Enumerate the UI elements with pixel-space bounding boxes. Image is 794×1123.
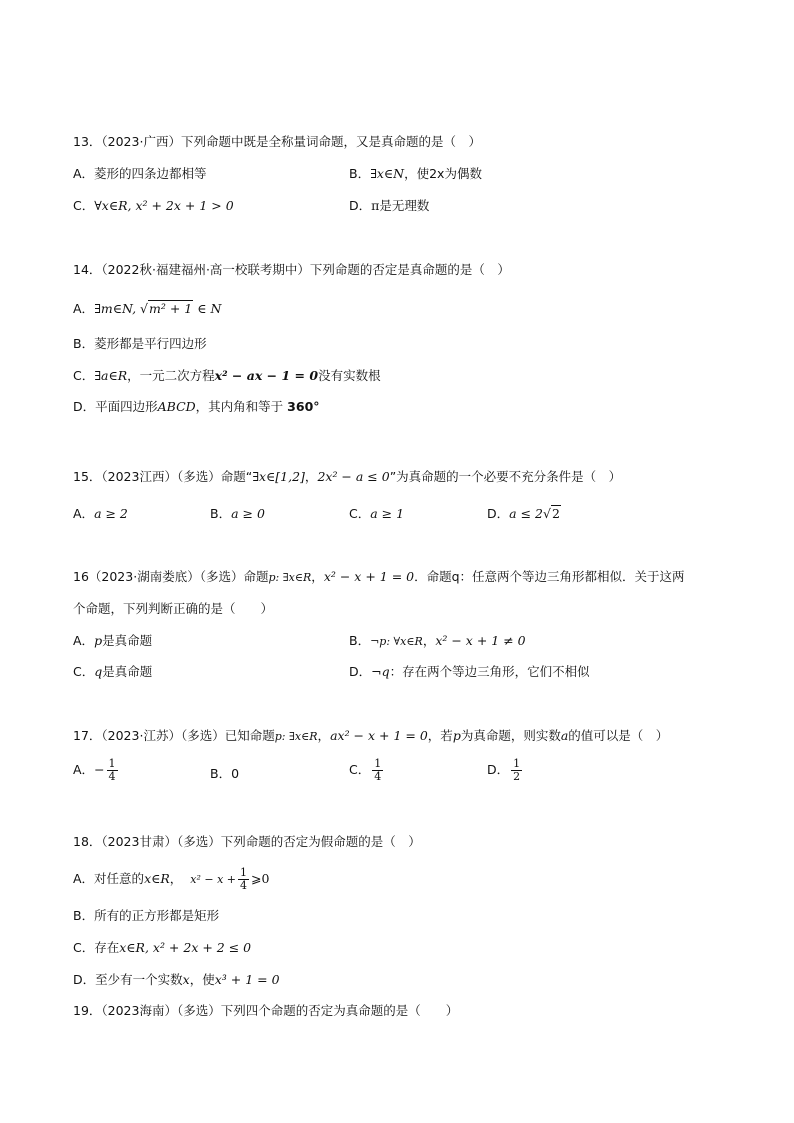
q15-option-d: D．a ≤ 2√2 xyxy=(487,506,560,521)
q16-stem-line2: 个命题，下列判断正确的是（ ） xyxy=(73,601,274,616)
q14-option-c: C．∃a∈R，一元二次方程x² − ax − 1 = 0没有实数根 xyxy=(73,368,381,383)
q14-stem: 14．（2022秋·福建福州·高一校联考期中）下列命题的否定是真命题的是（ ） xyxy=(73,262,510,277)
q16-option-c: C．q是真命题 xyxy=(73,664,153,679)
q13-d-math: π xyxy=(371,198,380,213)
fraction: $\frac{1}{4}$ xyxy=(374,757,382,783)
q13-c-math: ∀x∈R, x² + 2x + 1 > 0 xyxy=(94,198,234,213)
fraction: $\frac{1}{4}$ xyxy=(108,757,116,783)
q14-option-a: A．∃m∈N, √m² + 1 ∈ N xyxy=(73,301,222,316)
fraction: $\frac{1}{4}$ xyxy=(240,866,247,892)
q15-option-b: B．a ≥ 0 xyxy=(210,506,265,521)
q13-option-b: B．∃x∈N，使2x为偶数 xyxy=(349,166,482,181)
sqrt-symbol: √2 xyxy=(542,506,560,521)
q16-stem: 16（2023·湖南娄底）（多选）命题p: ∃x∈R，x² − x + 1 = 0．命题q：任意两个等边三角形都相似．关于这两 xyxy=(73,569,685,584)
q13-option-c: C．∀x∈R, x² + 2x + 1 > 0 xyxy=(73,198,234,213)
q17-stem: 17．（2023·江苏）（多选）已知命题p: ∃x∈R，ax² − x + 1 = 0，若p为真命题，则实数a的值可以是（ ） xyxy=(73,728,669,743)
q13-option-a: A．菱形的四条边都相等 xyxy=(73,166,207,181)
q19-stem: 19．（2023海南）（多选）下列四个命题的否定为真命题的是（ ） xyxy=(73,1003,459,1018)
fraction: $\frac{1}{2}$ xyxy=(513,757,521,783)
q17-option-c: C． $\frac{1}{4}$ xyxy=(349,757,382,783)
q13-option-d: D．π是无理数 xyxy=(349,198,430,213)
q16-option-b: B．¬p: ∀x∈R，x² − x + 1 ≠ 0 xyxy=(349,633,526,648)
q18-option-c: C．存在x∈R, x² + 2x + 2 ≤ 0 xyxy=(73,940,252,955)
q15-stem: 15．（2023江西）（多选）命题“∃x∈[1,2]，2x² − a ≤ 0”为真命题的一个必要不充分条件是（ ） xyxy=(73,469,622,484)
q17-option-a: A．− $\frac{1}{4}$ xyxy=(73,757,116,783)
q15-option-c: C．a ≥ 1 xyxy=(349,506,405,521)
q15-option-a: A．a ≥ 2 xyxy=(73,506,128,521)
q18-stem: 18．（2023甘肃）（多选）下列命题的否定为假命题的是（ ） xyxy=(73,834,421,849)
q18-option-a: A．对任意的x∈R， x² − x + $\frac{1}{4}$ ⩾0 xyxy=(73,866,270,892)
q17-option-d: D． $\frac{1}{2}$ xyxy=(487,757,521,783)
q18-option-b: B．所有的正方形都是矩形 xyxy=(73,908,220,923)
q17-option-b: B．0 xyxy=(210,766,240,781)
q14-option-b: B．菱形都是平行四边形 xyxy=(73,336,207,351)
q14-option-d: D．平面四边形ABCD，其内角和等于 360° xyxy=(73,399,320,414)
q18-option-d: D．至少有一个实数x，使x³ + 1 = 0 xyxy=(73,972,280,987)
q16-option-d: D．¬q：存在两个等边三角形，它们不相似 xyxy=(349,664,590,679)
q16-option-a: A．p是真命题 xyxy=(73,633,153,648)
sqrt-symbol: √m² + 1 xyxy=(140,301,193,316)
q13-stem: 13．（2023·广西）下列命题中既是全称量词命题，又是真命题的是（ ） xyxy=(73,134,481,149)
q13-b-math: ∃x∈N xyxy=(370,166,405,181)
